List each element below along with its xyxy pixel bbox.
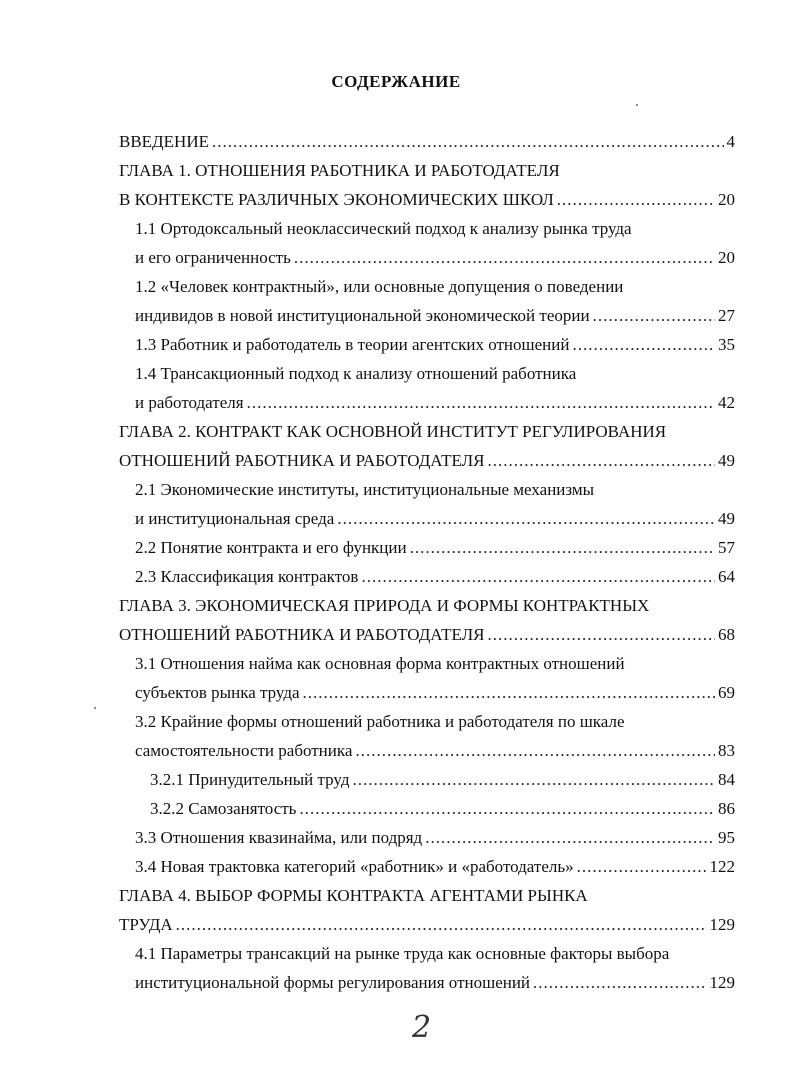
toc-entry-text: ОТНОШЕНИЙ РАБОТНИКА И РАБОТОДАТЕЛЯ [119,625,485,644]
dot-leader [593,302,715,330]
toc-entry-text: 3.4 Новая трактовка категорий «работник» и «работодатель» [135,857,574,876]
toc-entry-text: самостоятельности работника [135,741,353,760]
toc-chapter-2-line-1 [119,418,735,446]
toc-page-number: 129 [709,973,735,992]
toc-section-3-3 [135,824,735,852]
toc-page-number: 95 [718,828,735,847]
toc-entry-text: 1.2 «Человек контрактный», или основные допущения о поведении [135,277,624,296]
dot-leader [557,186,715,214]
dot-leader [488,621,716,649]
toc-entry-text: 3.2.2 Самозанятость [150,799,297,818]
dot-leader [577,853,707,881]
toc-page-number: 64 [718,567,735,586]
toc-section-1-1-line-2 [135,244,735,272]
toc-section-4-1-line-2 [135,969,735,997]
toc-chapter-3-line-1 [119,592,735,620]
scan-speck [636,104,638,106]
toc-entry-text: 3.2 Крайние формы отношений работника и работодателя по шкале [135,712,625,731]
toc-page-number: 129 [709,915,735,934]
dot-leader [337,505,715,533]
toc-entry-text: 1.4 Трансакционный подход к анализу отношений работника [135,364,577,383]
toc-page-number: 35 [718,335,735,354]
dot-leader [533,969,706,997]
toc-section-3-1-line-2 [135,679,735,707]
toc-entry-text: 2.3 Классификация контрактов [135,567,359,586]
toc-page-number: 83 [718,741,735,760]
toc-entry-text: 2.2 Понятие контракта и его функции [135,538,407,557]
dot-leader [352,766,715,794]
toc-page-number: 84 [718,770,735,789]
toc-page-number: 42 [718,393,735,412]
toc-entry-text: индивидов в новой институциональной экономической теории [135,306,590,325]
dot-leader [176,911,707,939]
dot-leader [410,534,715,562]
toc-entry-introduction [119,128,735,156]
dot-leader [361,563,715,591]
toc-entry-text: 3.3 Отношения квазинайма, или подряд [135,828,423,847]
toc-section-3-4 [135,853,735,881]
toc-page-number: 4 [726,132,735,151]
toc-entry-text: ОТНОШЕНИЙ РАБОТНИКА И РАБОТОДАТЕЛЯ [119,451,485,470]
toc-chapter-4-line-1 [119,882,735,910]
toc-entry-text: 1.3 Работник и работодатель в теории агентских отношений [135,335,570,354]
toc-chapter-1-line-2 [119,186,735,214]
page-title: СОДЕРЖАНИЕ [331,72,461,91]
dot-leader [303,679,715,707]
toc-page-number: 68 [718,625,735,644]
toc-page-number: 86 [718,799,735,818]
toc-section-2-3 [135,563,735,591]
scan-speck [94,707,96,709]
toc-chapter-2-line-2 [119,447,735,475]
toc-entry-text: и его ограниченность [135,248,291,267]
toc-entry-text: ГЛАВА 3. ЭКОНОМИЧЕСКАЯ ПРИРОДА И ФОРМЫ КОНТРАКТНЫХ [119,596,650,615]
dot-leader [425,824,715,852]
toc-entry-text: и работодателя [135,393,244,412]
dot-leader [212,128,724,156]
toc-chapter-3-line-2 [119,621,735,649]
toc-section-3-2-line-2 [135,737,735,765]
handwritten-page-number: 2 [412,1010,432,1045]
toc-entry-text: В КОНТЕКСТЕ РАЗЛИЧНЫХ ЭКОНОМИЧЕСКИХ ШКОЛ [119,190,554,209]
toc-page-number: 49 [718,509,735,528]
toc-entry-text: ГЛАВА 4. ВЫБОР ФОРМЫ КОНТРАКТА АГЕНТАМИ РЫНКА [119,886,588,905]
toc-section-3-1-line-1 [135,650,735,678]
toc-page-number: 57 [718,538,735,557]
toc-section-1-1-line-1 [135,215,735,243]
toc-entry-text: 4.1 Параметры трансакций на рынке труда как основные факторы выбора [135,944,670,963]
toc-section-1-2-line-2 [135,302,735,330]
toc-chapter-4-line-2 [119,911,735,939]
toc-section-3-2-2 [150,795,735,823]
toc-section-1-2-line-1 [135,273,735,301]
toc-section-1-4-line-2 [135,389,735,417]
toc-entry-text: ТРУДА [119,915,173,934]
toc-entry-text: 3.2.1 Принудительный труд [150,770,350,789]
toc-entry-text: 1.1 Ортодоксальный неоклассический подход к анализу рынка труда [135,219,632,238]
toc-section-4-1-line-1 [135,940,735,968]
toc-section-1-3 [135,331,735,359]
dot-leader [355,737,715,765]
toc-entry-text: институциональной формы регулирования отношений [135,973,531,992]
dot-leader [488,447,716,475]
toc-page-number: 69 [718,683,735,702]
toc-page-number: 49 [718,451,735,470]
toc-section-2-1-line-1 [135,476,735,504]
toc-section-3-2-line-1 [135,708,735,736]
toc-page-number: 122 [709,857,735,876]
dot-leader [294,244,715,272]
toc-entry-text: субъектов рынка труда [135,683,300,702]
toc-section-2-2 [135,534,735,562]
toc-entry-text: ГЛАВА 2. КОНТРАКТ КАК ОСНОВНОЙ ИНСТИТУТ РЕГУЛИРОВАНИЯ [119,422,667,441]
toc-entry-text: и институциональная среда [135,509,335,528]
toc-entry-text: 3.1 Отношения найма как основная форма контрактных отношений [135,654,625,673]
toc-page-number: 20 [718,190,735,209]
dot-leader [247,389,715,417]
dot-leader [299,795,715,823]
dot-leader [572,331,715,359]
toc-entry-text: ГЛАВА 1. ОТНОШЕНИЯ РАБОТНИКА И РАБОТОДАТЕЛЯ [119,161,560,180]
toc-entry-text: 2.1 Экономические институты, институциональные механизмы [135,480,595,499]
toc-section-3-2-1 [150,766,735,794]
toc-page-number: 20 [718,248,735,267]
toc-chapter-1-line-1 [119,157,735,185]
toc-section-2-1-line-2 [135,505,735,533]
toc-entry-text: ВВЕДЕНИЕ [119,132,209,151]
toc-page-number: 27 [718,306,735,325]
toc-section-1-4-line-1 [135,360,735,388]
